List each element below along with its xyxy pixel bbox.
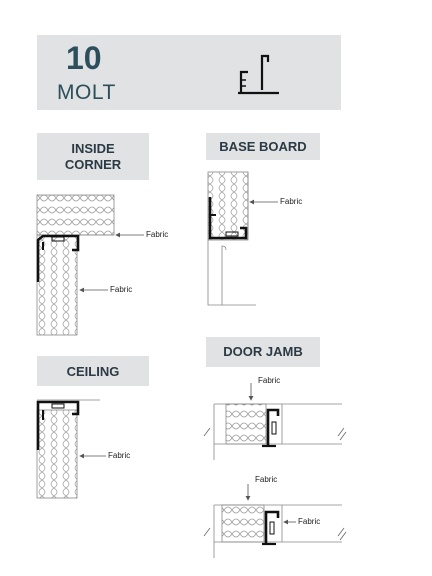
inside-corner-drawing: [37, 195, 114, 335]
base-board-title: BASE BOARD: [219, 139, 307, 154]
inside-corner-title-line1: INSIDE: [71, 141, 115, 156]
ceiling-title: CEILING: [66, 364, 120, 379]
door-jamb-drawing-top: [204, 383, 346, 460]
ceiling-drawing: [37, 400, 100, 498]
door-jamb-fabric-label-1: Fabric: [258, 376, 281, 385]
door-jamb-fabric-label-3: Fabric: [298, 517, 321, 526]
base-board-drawing: [208, 172, 256, 305]
door-jamb-fabric-label-2: Fabric: [255, 475, 278, 484]
door-jamb-drawing-bottom: [204, 484, 346, 558]
product-number: 10: [66, 40, 102, 76]
inside-corner-title-line2: CORNER: [64, 157, 122, 172]
product-name: MOLT: [57, 81, 116, 104]
ceiling-fabric-label: Fabric: [108, 451, 131, 460]
inside-corner-fabric-label-1: Fabric: [146, 230, 169, 239]
molt-profile-icon: [238, 56, 279, 93]
base-board-fabric-label: Fabric: [280, 197, 303, 206]
inside-corner-fabric-label-2: Fabric: [110, 285, 133, 294]
door-jamb-title: DOOR JAMB: [223, 344, 303, 359]
